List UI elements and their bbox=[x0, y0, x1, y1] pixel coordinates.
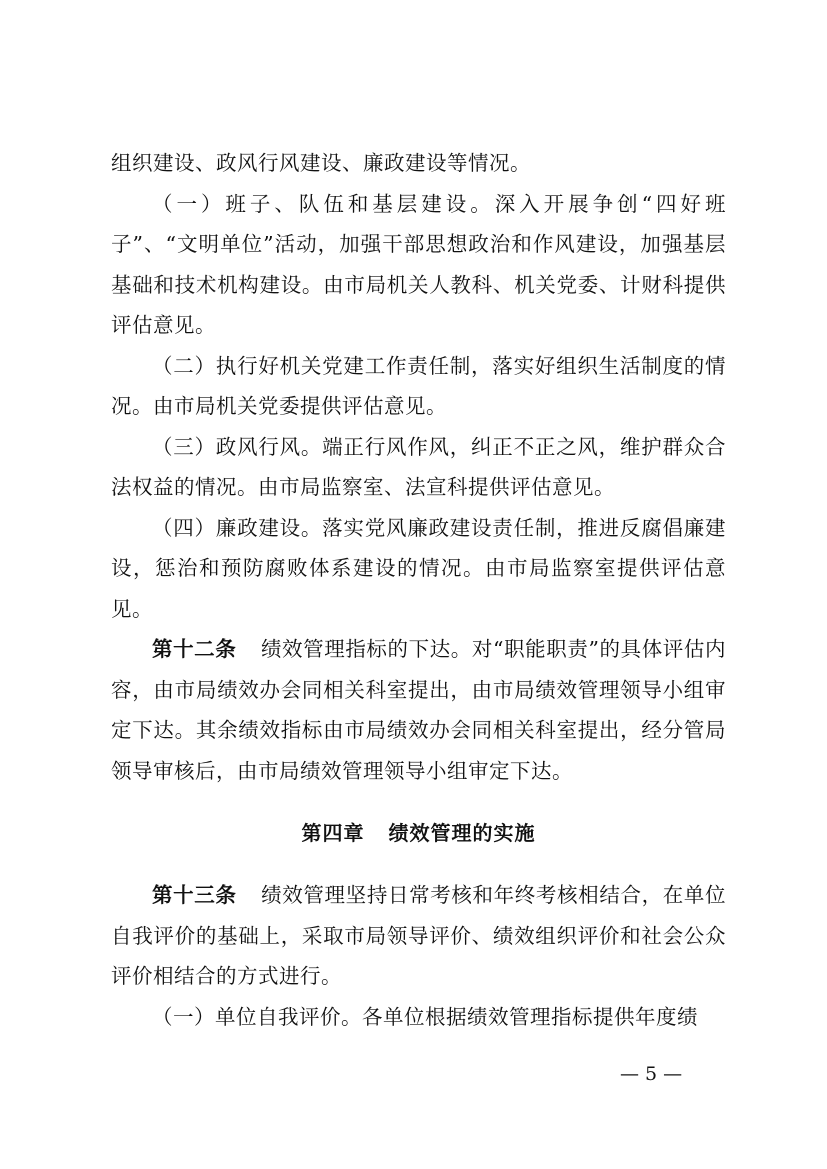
article-12-text: 绩效管理指标的下达。对“职能职责”的具体评估内容，由市局绩效办会同相关科室提出，由市局绩效管理领导小组审定下达。其余绩效指标由市局绩效办会同相关科室提出，经分管局领导审核后，由市局绩效管理领导小组审定下达。 bbox=[111, 637, 726, 783]
paragraph-work-style: （三）政风行风。端正行风作风，纠正不正之风，维护群众合法权益的情况。由市局监察室、法宣科提供评估意见。 bbox=[111, 434, 726, 499]
chapter-title: 绩效管理的实施 bbox=[388, 821, 536, 845]
article-12-number: 第十二条 bbox=[152, 637, 237, 661]
paragraph-team-building: （一）班子、队伍和基层建设。深入开展争创“四好班子”、“文明单位”活动，加强干部思想政治和作风建设，加强基层基础和技术机构建设。由市局机关人教科、机关党委、计财科提供评估意见。 bbox=[111, 191, 726, 337]
paragraph-party-building: （二）执行好机关党建工作责任制，落实好组织生活制度的情况。由市局机关党委提供评估意见。 bbox=[111, 353, 726, 418]
chapter-number: 第四章 bbox=[301, 821, 365, 845]
paragraph-self-evaluation: （一）单位自我评价。各单位根据绩效管理指标提供年度绩 bbox=[152, 1004, 698, 1029]
body-text bbox=[111, 143, 726, 1037]
paragraph-continuation: 组织建设、政风行风建设、廉政建设等情况。 bbox=[111, 151, 531, 175]
chapter-heading bbox=[111, 813, 726, 853]
page-number: — 5 — bbox=[620, 1063, 683, 1085]
article-13-number: 第十三条 bbox=[152, 883, 237, 907]
article-12 bbox=[111, 629, 726, 791]
article-13-text: 绩效管理坚持日常考核和年终考核相结合，在单位自我评价的基础上，采取市局领导评价、绩效组织评价和社会公众评价相结合的方式进行。 bbox=[111, 883, 727, 988]
paragraph-integrity: （四）廉政建设。落实党风廉政建设责任制，推进反腐倡廉建设，惩治和预防腐败体系建设的情况。由市局监察室提供评估意见。 bbox=[111, 515, 726, 621]
article-13 bbox=[111, 875, 726, 997]
